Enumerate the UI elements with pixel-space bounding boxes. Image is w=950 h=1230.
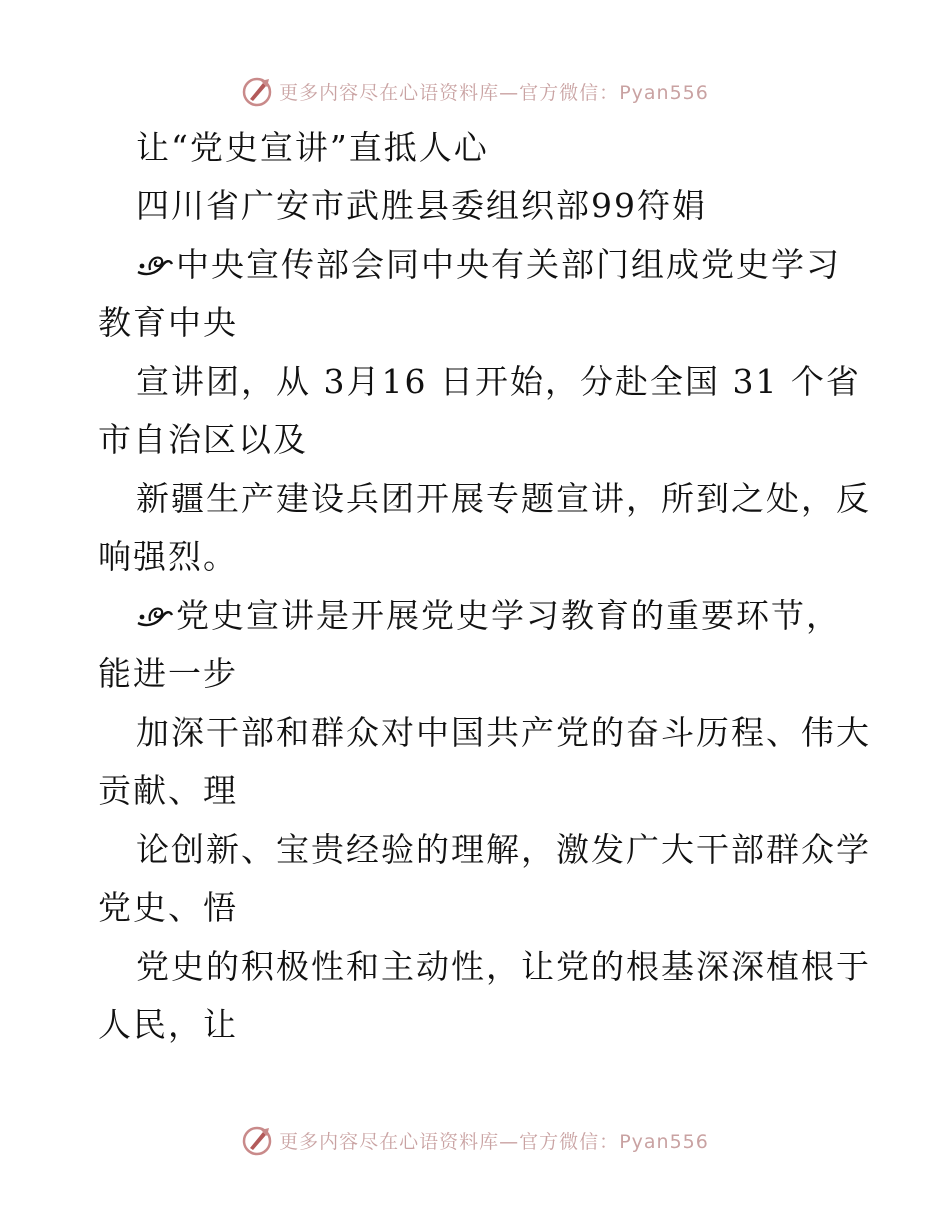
paragraph-line: 响强烈。 xyxy=(98,537,238,576)
paragraph-line: 新疆生产建设兵团开展专题宣讲，所到之处，反 xyxy=(136,479,871,518)
paragraph-line: 贡献、理 xyxy=(98,771,238,810)
paragraph-line: 论创新、宝贵经验的理解，激发广大干部群众学 xyxy=(136,830,871,869)
paragraph-line: 党史、悟 xyxy=(98,888,238,927)
fleuron-icon xyxy=(136,252,174,278)
quill-logo-icon xyxy=(241,1124,273,1156)
document-title: 让“党史宣讲”直抵人心 xyxy=(136,128,489,167)
paragraph-line: 加深干部和群众对中国共产党的奋斗历程、伟大 xyxy=(136,713,871,752)
paragraph-line: 市自治区以及 xyxy=(98,420,308,459)
paragraph-line: 宣讲团，从 3月16 日开始，分赴全国 31 个省 xyxy=(136,362,861,401)
watermark-text: 更多内容尽在心语资料库—官方微信：Pyan556 xyxy=(279,81,709,104)
paragraph-line: 党史宣讲是开展党史学习教育的重要环节， xyxy=(136,596,841,636)
paragraph-line: 能进一步 xyxy=(98,654,238,693)
header-watermark xyxy=(0,71,950,111)
paragraph-line: 中央宣传部会同中央有关部门组成党史学习 xyxy=(136,245,841,285)
watermark-text: 更多内容尽在心语资料库—官方微信：Pyan556 xyxy=(279,1130,709,1153)
document-author: 四川省广安市武胜县委组织部99符娟 xyxy=(136,186,707,225)
footer-watermark xyxy=(0,1120,950,1160)
paragraph-line: 党史的积极性和主动性，让党的根基深深植根于 xyxy=(136,947,871,986)
paragraph-line: 教育中央 xyxy=(98,303,238,342)
paragraph-line: 人民，让 xyxy=(98,1005,238,1044)
quill-logo-icon xyxy=(241,75,273,107)
fleuron-icon xyxy=(136,603,174,629)
